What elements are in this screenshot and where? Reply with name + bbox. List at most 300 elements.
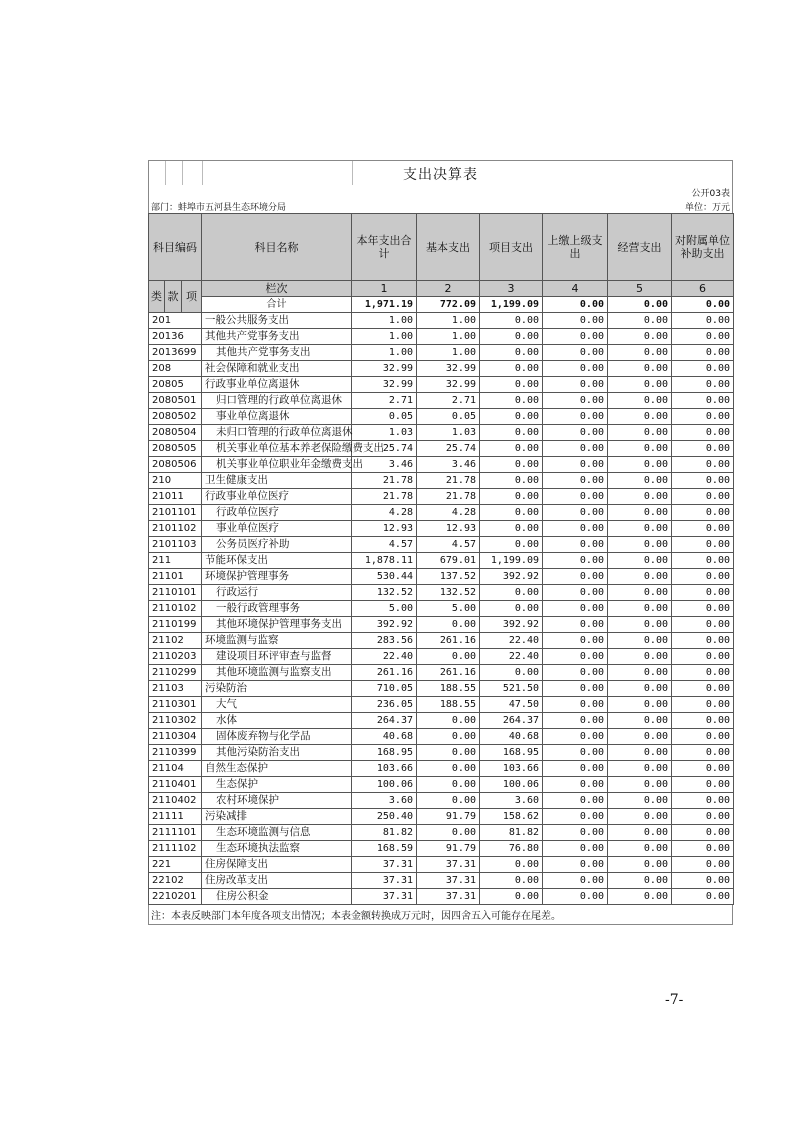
- row-c4: 0.00: [543, 489, 608, 505]
- row-code: 221: [149, 857, 202, 873]
- row-c6: 0.00: [672, 425, 734, 441]
- row-code: 210: [149, 473, 202, 489]
- row-c1: 40.68: [352, 729, 417, 745]
- row-c3: 47.50: [480, 697, 543, 713]
- row-c3: 0.00: [480, 873, 543, 889]
- row-c3: 521.50: [480, 681, 543, 697]
- row-c5: 0.00: [608, 553, 672, 569]
- row-code: 21111: [149, 809, 202, 825]
- row-name: 事业单位离退休: [202, 409, 352, 425]
- row-name: 生态环境执法监察: [202, 841, 352, 857]
- row-c3: 100.06: [480, 777, 543, 793]
- row-c3: 168.95: [480, 745, 543, 761]
- row-c1: 21.78: [352, 473, 417, 489]
- row-c2: 0.00: [417, 825, 480, 841]
- table-row: [149, 313, 734, 329]
- total-c4: 0.00: [543, 297, 608, 313]
- header-n1: 1: [352, 281, 417, 297]
- row-c3: 40.68: [480, 729, 543, 745]
- row-c6: 0.00: [672, 457, 734, 473]
- row-c1: 392.92: [352, 617, 417, 633]
- row-c4: 0.00: [543, 329, 608, 345]
- row-c5: 0.00: [608, 489, 672, 505]
- row-c5: 0.00: [608, 697, 672, 713]
- row-c6: 0.00: [672, 745, 734, 761]
- header-code-group: 科目编码: [149, 214, 202, 281]
- total-label: 合计: [202, 297, 352, 313]
- row-c3: 22.40: [480, 633, 543, 649]
- row-c1: 168.59: [352, 841, 417, 857]
- table-row: [149, 473, 734, 489]
- header-col6: 对附属单位补助支出: [672, 214, 734, 281]
- row-code: 21104: [149, 761, 202, 777]
- row-c1: 22.40: [352, 649, 417, 665]
- row-c5: 0.00: [608, 841, 672, 857]
- row-c3: 0.00: [480, 521, 543, 537]
- row-c4: 0.00: [543, 681, 608, 697]
- table-row: [149, 457, 734, 473]
- row-c5: 0.00: [608, 649, 672, 665]
- row-c5: 0.00: [608, 793, 672, 809]
- row-c5: 0.00: [608, 457, 672, 473]
- row-code: 2080504: [149, 425, 202, 441]
- row-c2: 25.74: [417, 441, 480, 457]
- row-name: 事业单位医疗: [202, 521, 352, 537]
- row-c3: 103.66: [480, 761, 543, 777]
- row-c3: 0.00: [480, 345, 543, 361]
- row-c2: 21.78: [417, 473, 480, 489]
- row-c3: 81.82: [480, 825, 543, 841]
- row-c3: 0.00: [480, 361, 543, 377]
- row-c5: 0.00: [608, 377, 672, 393]
- row-code: 21103: [149, 681, 202, 697]
- row-c2: 32.99: [417, 377, 480, 393]
- row-c6: 0.00: [672, 665, 734, 681]
- row-c3: 0.00: [480, 393, 543, 409]
- table-row: [149, 489, 734, 505]
- row-c4: 0.00: [543, 649, 608, 665]
- row-c5: 0.00: [608, 361, 672, 377]
- header-col4: 上缴上级支出: [543, 214, 608, 281]
- header-col3: 项目支出: [480, 214, 543, 281]
- row-c5: 0.00: [608, 505, 672, 521]
- row-c2: 37.31: [417, 873, 480, 889]
- row-c4: 0.00: [543, 553, 608, 569]
- table-row: [149, 745, 734, 761]
- table-row: [149, 569, 734, 585]
- row-c3: 0.00: [480, 889, 543, 905]
- row-c1: 0.05: [352, 409, 417, 425]
- row-c6: 0.00: [672, 473, 734, 489]
- header-n3: 3: [480, 281, 543, 297]
- row-c3: 0.00: [480, 313, 543, 329]
- table-row: [149, 873, 734, 889]
- total-c3: 1,199.09: [480, 297, 543, 313]
- row-c3: 264.37: [480, 713, 543, 729]
- row-name: 环境监测与监察: [202, 633, 352, 649]
- row-code: 20136: [149, 329, 202, 345]
- table-row: [149, 809, 734, 825]
- row-code: 2110299: [149, 665, 202, 681]
- row-code: 211: [149, 553, 202, 569]
- row-c1: 100.06: [352, 777, 417, 793]
- row-c4: 0.00: [543, 441, 608, 457]
- table-row: [149, 761, 734, 777]
- row-c1: 250.40: [352, 809, 417, 825]
- row-name: 污染减排: [202, 809, 352, 825]
- row-c1: 3.46: [352, 457, 417, 473]
- row-c4: 0.00: [543, 585, 608, 601]
- row-c5: 0.00: [608, 889, 672, 905]
- row-c4: 0.00: [543, 793, 608, 809]
- row-name: 水体: [202, 713, 352, 729]
- row-c5: 0.00: [608, 873, 672, 889]
- row-c5: 0.00: [608, 409, 672, 425]
- row-c4: 0.00: [543, 409, 608, 425]
- row-c2: 91.79: [417, 809, 480, 825]
- row-name: 公务员医疗补助: [202, 537, 352, 553]
- row-c1: 37.31: [352, 857, 417, 873]
- row-c2: 0.00: [417, 713, 480, 729]
- row-c5: 0.00: [608, 633, 672, 649]
- row-c4: 0.00: [543, 537, 608, 553]
- row-code: 2110304: [149, 729, 202, 745]
- row-c2: 21.78: [417, 489, 480, 505]
- row-c2: 4.57: [417, 537, 480, 553]
- row-c5: 0.00: [608, 313, 672, 329]
- row-c1: 37.31: [352, 889, 417, 905]
- total-c2: 772.09: [417, 297, 480, 313]
- table-row: [149, 377, 734, 393]
- row-c5: 0.00: [608, 713, 672, 729]
- row-name: 其他共产党事务支出: [202, 345, 352, 361]
- row-c5: 0.00: [608, 473, 672, 489]
- title-row: [148, 160, 733, 185]
- row-c2: 188.55: [417, 681, 480, 697]
- table-row: [149, 665, 734, 681]
- row-c3: 158.62: [480, 809, 543, 825]
- row-code: 2101101: [149, 505, 202, 521]
- row-c3: 0.00: [480, 601, 543, 617]
- table-row: [149, 857, 734, 873]
- table-row: [149, 553, 734, 569]
- row-c2: 0.00: [417, 777, 480, 793]
- table-row: [149, 825, 734, 841]
- row-c3: 22.40: [480, 649, 543, 665]
- row-c1: 1.00: [352, 329, 417, 345]
- row-name: 住房公积金: [202, 889, 352, 905]
- row-name: 机关事业单位基本养老保险缴费支出: [202, 441, 352, 457]
- row-c5: 0.00: [608, 745, 672, 761]
- page-number: -7-: [665, 992, 684, 1008]
- row-code: 208: [149, 361, 202, 377]
- row-c2: 261.16: [417, 665, 480, 681]
- row-c4: 0.00: [543, 825, 608, 841]
- table-row: [149, 425, 734, 441]
- row-c5: 0.00: [608, 537, 672, 553]
- row-c5: 0.00: [608, 777, 672, 793]
- row-c6: 0.00: [672, 617, 734, 633]
- row-c1: 3.60: [352, 793, 417, 809]
- row-name: 住房保障支出: [202, 857, 352, 873]
- row-c1: 530.44: [352, 569, 417, 585]
- row-c6: 0.00: [672, 393, 734, 409]
- row-c1: 32.99: [352, 361, 417, 377]
- row-c4: 0.00: [543, 857, 608, 873]
- row-name: 固体废弃物与化学品: [202, 729, 352, 745]
- row-c2: 32.99: [417, 361, 480, 377]
- row-c4: 0.00: [543, 809, 608, 825]
- row-c6: 0.00: [672, 857, 734, 873]
- header-n2: 2: [417, 281, 480, 297]
- row-name: 农村环境保护: [202, 793, 352, 809]
- table-row: [149, 361, 734, 377]
- row-name: 社会保障和就业支出: [202, 361, 352, 377]
- row-code: 2110302: [149, 713, 202, 729]
- row-c1: 1.03: [352, 425, 417, 441]
- row-name: 卫生健康支出: [202, 473, 352, 489]
- row-code: 21102: [149, 633, 202, 649]
- row-c5: 0.00: [608, 809, 672, 825]
- row-code: 2110101: [149, 585, 202, 601]
- row-c5: 0.00: [608, 825, 672, 841]
- table-body: [149, 313, 734, 905]
- row-c4: 0.00: [543, 889, 608, 905]
- total-c6: 0.00: [672, 297, 734, 313]
- row-c1: 2.71: [352, 393, 417, 409]
- row-code: 2110102: [149, 601, 202, 617]
- row-c5: 0.00: [608, 617, 672, 633]
- department-row: [148, 199, 733, 213]
- table-title: 支出决算表: [403, 167, 478, 183]
- row-c2: 0.00: [417, 729, 480, 745]
- row-c2: 37.31: [417, 889, 480, 905]
- row-code: 2110402: [149, 793, 202, 809]
- row-c2: 3.46: [417, 457, 480, 473]
- row-c3: 0.00: [480, 457, 543, 473]
- row-c6: 0.00: [672, 313, 734, 329]
- row-code: 2080505: [149, 441, 202, 457]
- row-name: 行政运行: [202, 585, 352, 601]
- header-xiang: 项: [182, 281, 202, 313]
- row-c4: 0.00: [543, 393, 608, 409]
- row-c6: 0.00: [672, 585, 734, 601]
- unit-label: 单位：万元: [684, 203, 730, 213]
- table-row: [149, 777, 734, 793]
- row-c3: 3.60: [480, 793, 543, 809]
- department-label: 部门：蚌埠市五河县生态环境分局: [151, 203, 287, 213]
- row-name: 行政事业单位医疗: [202, 489, 352, 505]
- table-row: [149, 793, 734, 809]
- row-c2: 5.00: [417, 601, 480, 617]
- row-c6: 0.00: [672, 697, 734, 713]
- row-c6: 0.00: [672, 841, 734, 857]
- row-c6: 0.00: [672, 489, 734, 505]
- row-c6: 0.00: [672, 633, 734, 649]
- row-name: 生态保护: [202, 777, 352, 793]
- row-name: 环境保护管理事务: [202, 569, 352, 585]
- row-c2: 132.52: [417, 585, 480, 601]
- row-name: 其他环境监测与监察支出: [202, 665, 352, 681]
- row-code: 2110301: [149, 697, 202, 713]
- row-c1: 264.37: [352, 713, 417, 729]
- table-row: [149, 345, 734, 361]
- row-c6: 0.00: [672, 761, 734, 777]
- table-row: [149, 697, 734, 713]
- row-c1: 25.74: [352, 441, 417, 457]
- table-row: [149, 537, 734, 553]
- row-c2: 0.00: [417, 761, 480, 777]
- header-n5: 5: [608, 281, 672, 297]
- row-c6: 0.00: [672, 601, 734, 617]
- form-number: 公开03表: [691, 189, 730, 199]
- row-name: 住房改革支出: [202, 873, 352, 889]
- row-c2: 1.03: [417, 425, 480, 441]
- row-c3: 76.80: [480, 841, 543, 857]
- row-c6: 0.00: [672, 553, 734, 569]
- row-c2: 0.00: [417, 649, 480, 665]
- row-name: 建设项目环评审查与监督: [202, 649, 352, 665]
- row-c2: 1.00: [417, 329, 480, 345]
- row-name: 一般行政管理事务: [202, 601, 352, 617]
- row-code: 2110199: [149, 617, 202, 633]
- row-c3: 0.00: [480, 537, 543, 553]
- row-c2: 12.93: [417, 521, 480, 537]
- table-row: [149, 521, 734, 537]
- row-c6: 0.00: [672, 873, 734, 889]
- row-code: 2110401: [149, 777, 202, 793]
- row-c6: 0.00: [672, 505, 734, 521]
- table-row: [149, 505, 734, 521]
- row-name: 其他污染防治支出: [202, 745, 352, 761]
- footnote: 注：本表反映部门本年度各项支出情况；本表金额转换成万元时，因四舍五入可能存在尾差。: [148, 905, 733, 925]
- row-c4: 0.00: [543, 521, 608, 537]
- row-c6: 0.00: [672, 441, 734, 457]
- header-n6: 6: [672, 281, 734, 297]
- row-c2: 137.52: [417, 569, 480, 585]
- row-c1: 12.93: [352, 521, 417, 537]
- row-name: 污染防治: [202, 681, 352, 697]
- row-c4: 0.00: [543, 505, 608, 521]
- row-c6: 0.00: [672, 329, 734, 345]
- row-c3: 0.00: [480, 377, 543, 393]
- table-row: [149, 729, 734, 745]
- row-c5: 0.00: [608, 425, 672, 441]
- row-c3: 0.00: [480, 489, 543, 505]
- row-c2: 91.79: [417, 841, 480, 857]
- row-c1: 21.78: [352, 489, 417, 505]
- row-c5: 0.00: [608, 761, 672, 777]
- row-c3: 0.00: [480, 425, 543, 441]
- row-c2: 0.00: [417, 793, 480, 809]
- row-code: 2210201: [149, 889, 202, 905]
- table-row: [149, 585, 734, 601]
- row-code: 2080502: [149, 409, 202, 425]
- table-row: [149, 649, 734, 665]
- row-c5: 0.00: [608, 857, 672, 873]
- row-c4: 0.00: [543, 457, 608, 473]
- row-c6: 0.00: [672, 345, 734, 361]
- row-c6: 0.00: [672, 889, 734, 905]
- row-name: 行政事业单位离退休: [202, 377, 352, 393]
- row-code: 2080501: [149, 393, 202, 409]
- row-c2: 0.05: [417, 409, 480, 425]
- row-c3: 0.00: [480, 857, 543, 873]
- row-c3: 0.00: [480, 473, 543, 489]
- row-c4: 0.00: [543, 377, 608, 393]
- row-c6: 0.00: [672, 361, 734, 377]
- row-c6: 0.00: [672, 409, 734, 425]
- row-c3: 0.00: [480, 505, 543, 521]
- row-c2: 0.00: [417, 745, 480, 761]
- row-c1: 261.16: [352, 665, 417, 681]
- row-c3: 0.00: [480, 441, 543, 457]
- row-c5: 0.00: [608, 521, 672, 537]
- row-c1: 81.82: [352, 825, 417, 841]
- table-row: [149, 393, 734, 409]
- row-c1: 168.95: [352, 745, 417, 761]
- row-c4: 0.00: [543, 873, 608, 889]
- row-c3: 1,199.09: [480, 553, 543, 569]
- row-c3: 392.92: [480, 569, 543, 585]
- row-c6: 0.00: [672, 681, 734, 697]
- header-col2: 基本支出: [417, 214, 480, 281]
- row-c5: 0.00: [608, 441, 672, 457]
- form-number-row: [148, 185, 733, 199]
- header-lei: 类: [149, 281, 165, 313]
- row-c4: 0.00: [543, 633, 608, 649]
- row-c4: 0.00: [543, 473, 608, 489]
- header-col5: 经营支出: [608, 214, 672, 281]
- row-c6: 0.00: [672, 809, 734, 825]
- row-c4: 0.00: [543, 601, 608, 617]
- table-row: [149, 441, 734, 457]
- row-c3: 392.92: [480, 617, 543, 633]
- row-c2: 261.16: [417, 633, 480, 649]
- table-row: [149, 841, 734, 857]
- row-code: 2101102: [149, 521, 202, 537]
- row-name: 其他共产党事务支出: [202, 329, 352, 345]
- row-c6: 0.00: [672, 713, 734, 729]
- row-c4: 0.00: [543, 569, 608, 585]
- row-c5: 0.00: [608, 665, 672, 681]
- row-c3: 0.00: [480, 665, 543, 681]
- header-col1: 本年支出合计: [352, 214, 417, 281]
- row-code: 2101103: [149, 537, 202, 553]
- row-c4: 0.00: [543, 361, 608, 377]
- row-c4: 0.00: [543, 713, 608, 729]
- row-c5: 0.00: [608, 681, 672, 697]
- row-c1: 1,878.11: [352, 553, 417, 569]
- row-c4: 0.00: [543, 313, 608, 329]
- row-c1: 32.99: [352, 377, 417, 393]
- row-c4: 0.00: [543, 697, 608, 713]
- row-c4: 0.00: [543, 345, 608, 361]
- row-c2: 0.00: [417, 617, 480, 633]
- row-name: 机关事业单位职业年金缴费支出: [202, 457, 352, 473]
- row-c6: 0.00: [672, 825, 734, 841]
- row-c5: 0.00: [608, 601, 672, 617]
- total-c1: 1,971.19: [352, 297, 417, 313]
- total-c5: 0.00: [608, 297, 672, 313]
- row-code: 2110203: [149, 649, 202, 665]
- row-c1: 4.57: [352, 537, 417, 553]
- row-code: 21011: [149, 489, 202, 505]
- expenditure-table: [148, 213, 734, 905]
- row-code: 2013699: [149, 345, 202, 361]
- row-c3: 0.00: [480, 585, 543, 601]
- row-c1: 5.00: [352, 601, 417, 617]
